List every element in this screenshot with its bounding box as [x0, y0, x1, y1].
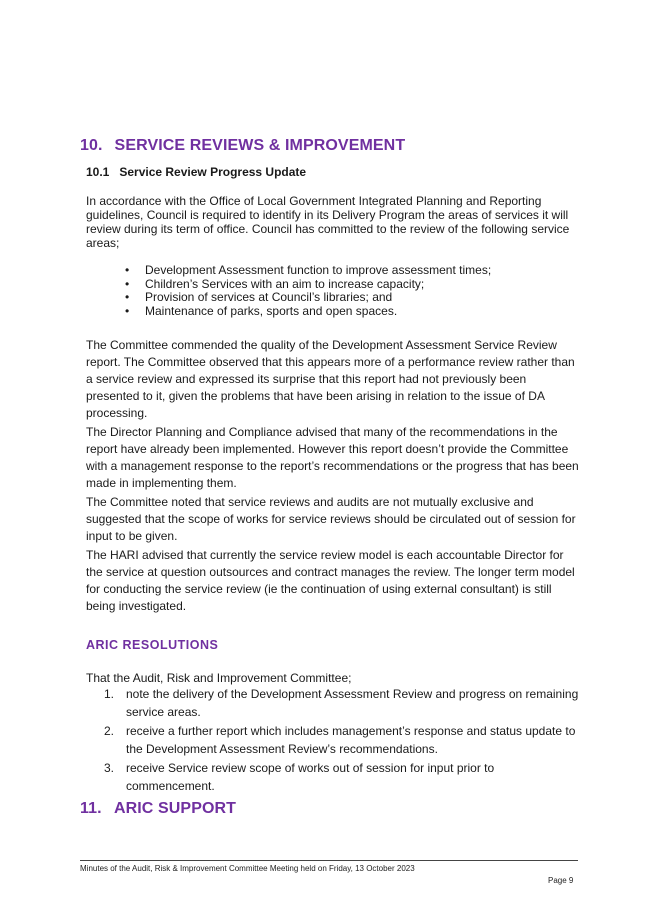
paragraph-hari-advised: The HARI advised that currently the service review model is each accountable Director for the service at question outsources and contract manages the review. The longer term model for conducting the service review (ie the continuation of using external consultant) is still being investigated. — [86, 548, 575, 613]
page-number: Page 9 — [548, 876, 574, 885]
service-areas-list — [125, 263, 492, 318]
bullet-icon: • — [125, 263, 130, 277]
bullet-icon: • — [125, 290, 130, 304]
paragraph-committee-commended: The Committee commended the quality of the Development Assessment Service Review report. The Committee observed that this appears more of a performance review rather than a service review and expressed its surprise that this report had not previously been presented to it, given the problems that have been arising in relation to the issue of DA processing. — [86, 338, 575, 420]
bullet-icon: • — [125, 276, 130, 291]
resolutions-list — [104, 686, 582, 797]
list-item: • Children’s Services with an aim to increase capacity; — [125, 276, 425, 291]
section-11-title: ARIC SUPPORT — [113, 800, 237, 817]
paragraph-director-advised: The Director Planning and Compliance advised that many of the recommendations in the report have already been implemented. However this report doesn’t provide the Committee with a management response to the report’s recommendations or the progress that has been made in implementing them. — [86, 425, 579, 490]
subsection-10-1-title: Service Review Progress Update — [119, 165, 307, 179]
subsection-10-1-number: 10.1 — [86, 165, 110, 179]
list-item: 2. receive a further report which includes management’s response and status update to the Development Assessment Review’s recommendations. — [104, 724, 576, 756]
section-11-heading — [80, 800, 236, 818]
aric-resolutions-heading: ARIC RESOLUTIONS — [86, 638, 219, 652]
list-item: 1. note the delivery of the Development Assessment Review and progress on remaining service areas. — [104, 687, 579, 719]
footer-text: Minutes of the Audit, Risk & Improvement Committee Meeting held on Friday, 13 October 2023 — [80, 864, 415, 873]
list-item: • Development Assessment function to improve assessment times; — [125, 263, 492, 277]
paragraph-committee-noted: The Committee noted that service reviews and audits are not mutually exclusive and suggested that the scope of works for service reviews should be circulated out of session for input to be given. — [86, 495, 576, 543]
resolutions-lead: That the Audit, Risk and Improvement Committee; — [86, 671, 352, 685]
footer-divider — [80, 860, 578, 861]
bullet-icon: • — [125, 303, 130, 318]
section-10-number: 10. — [80, 137, 103, 154]
list-item: 3. receive Service review scope of works out of session for input prior to commencement. — [104, 761, 495, 793]
list-item: • Maintenance of parks, sports and open spaces. — [125, 303, 398, 318]
subsection-10-1-heading — [86, 165, 306, 179]
list-item: • Provision of services at Council’s libraries; and — [125, 290, 393, 304]
intro-paragraph: In accordance with the Office of Local Government Integrated Planning and Reporting guidelines, Council is required to identify in its Delivery Program the areas of services it will review during its term of office. Council has committed to the review of the following service areas; — [86, 194, 570, 250]
section-10-heading — [80, 137, 405, 155]
section-10-title: SERVICE REVIEWS & IMPROVEMENT — [114, 137, 406, 154]
section-11-number: 11. — [80, 800, 102, 817]
